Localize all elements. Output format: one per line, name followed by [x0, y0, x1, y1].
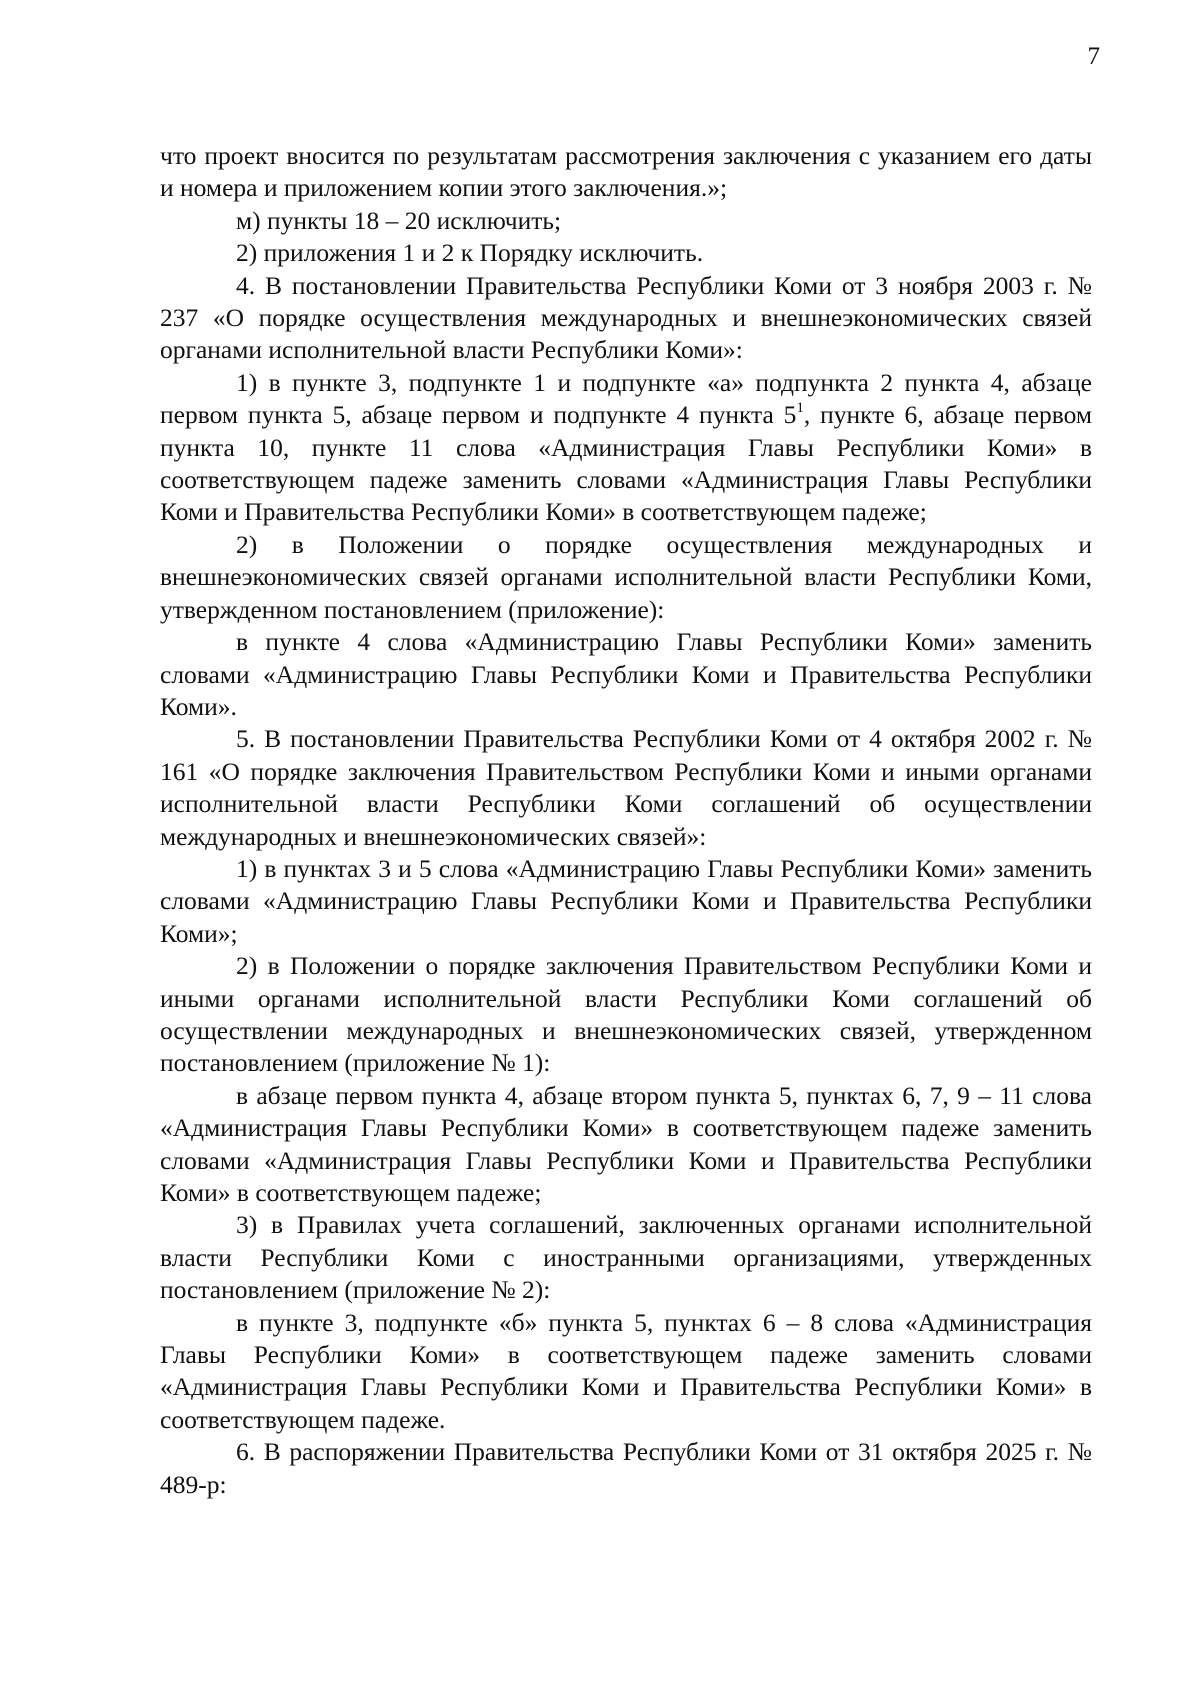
paragraph: что проект вносится по результатам рассмотрения заключения с указанием его даты и номера и приложением копии этого заключения.»;	[160, 141, 1092, 203]
paragraph: в пункте 4 слова «Администрацию Главы Республики Коми» заменить словами «Администрацию Главы Республики Коми и Правительства Республики Коми».	[160, 627, 1092, 721]
paragraph-text: , пункте 6, абзаце первом пункта 10, пункте 11 слова «Администрация Главы Республики Коми» в соответствующем падеже заменить словами «Администрация Главы Республики Коми и Правительства Республики Коми» в соответствующем падеже;	[160, 400, 1092, 527]
superscript: 1	[796, 399, 804, 416]
paragraph: в пункте 3, подпункте «б» пункта 5, пунктах 6 – 8 слова «Администрация Главы Республики Коми» в соответствующем падеже заменить словами «Администрация Главы Республики Коми и Правительства Республики Коми» в соответствующем падеже.	[160, 1307, 1092, 1434]
paragraph-text: 1) в пункте 3, подпункте 1 и подпункте «а» подпункта 2 пункта 4, абзаце первом пункта 5, абзаце первом и подпункте 4 пункта 5	[160, 367, 1092, 430]
paragraph: 3) в Правилах учета соглашений, заключенных органами исполнительной власти Республики Коми с иностранными организациями, утвержденных постановлением (приложение № 2):	[160, 1210, 1092, 1305]
paragraph: 5. В постановлении Правительства Республики Коми от 4 октября 2002 г. № 161 «О порядке заключения Правительством Республики Коми и иными органами исполнительной власти Республики Коми соглашений об осуществлении международных и внешнеэкономических связей»:	[160, 724, 1092, 851]
paragraph	[160, 367, 1092, 529]
paragraph: м) пункты 18 – 20 исключить;	[236, 205, 562, 235]
paragraph: 6. В распоряжении Правительства Республики Коми от 31 октября 2025 г. № 489-р:	[160, 1437, 1092, 1499]
paragraph: 2) в Положении о порядке осуществления международных и внешнеэкономических связей органами исполнительной власти Республики Коми, утвержденном постановлением (приложение):	[160, 529, 1092, 624]
paragraph: 2) приложения 1 и 2 к Порядку исключить.	[236, 238, 704, 268]
paragraph: 2) в Положении о порядке заключения Правительством Республики Коми и иными органами исполнительной власти Республики Коми соглашений об осуществлении международных и внешнеэкономических связей, утвержденном постановлением (приложение № 1):	[160, 951, 1092, 1078]
document-body	[160, 140, 1092, 1501]
paragraph: 1) в пунктах 3 и 5 слова «Администрацию Главы Республики Коми» заменить словами «Администрацию Главы Республики Коми и Правительства Республики Коми»;	[160, 853, 1092, 948]
paragraph: 4. В постановлении Правительства Республики Коми от 3 ноября 2003 г. № 237 «О порядке осуществления международных и внешнеэкономических связей органами исполнительной власти Республики Коми»:	[160, 270, 1092, 365]
paragraph: в абзаце первом пункта 4, абзаце втором пункта 5, пунктах 6, 7, 9 – 11 слова «Администрация Главы Республики Коми» в соответствующем падеже заменить словами «Администрация Главы Республики Коми и Правительства Республики Коми» в соответствующем падеже;	[160, 1080, 1092, 1207]
page-number: 7	[1087, 43, 1100, 70]
